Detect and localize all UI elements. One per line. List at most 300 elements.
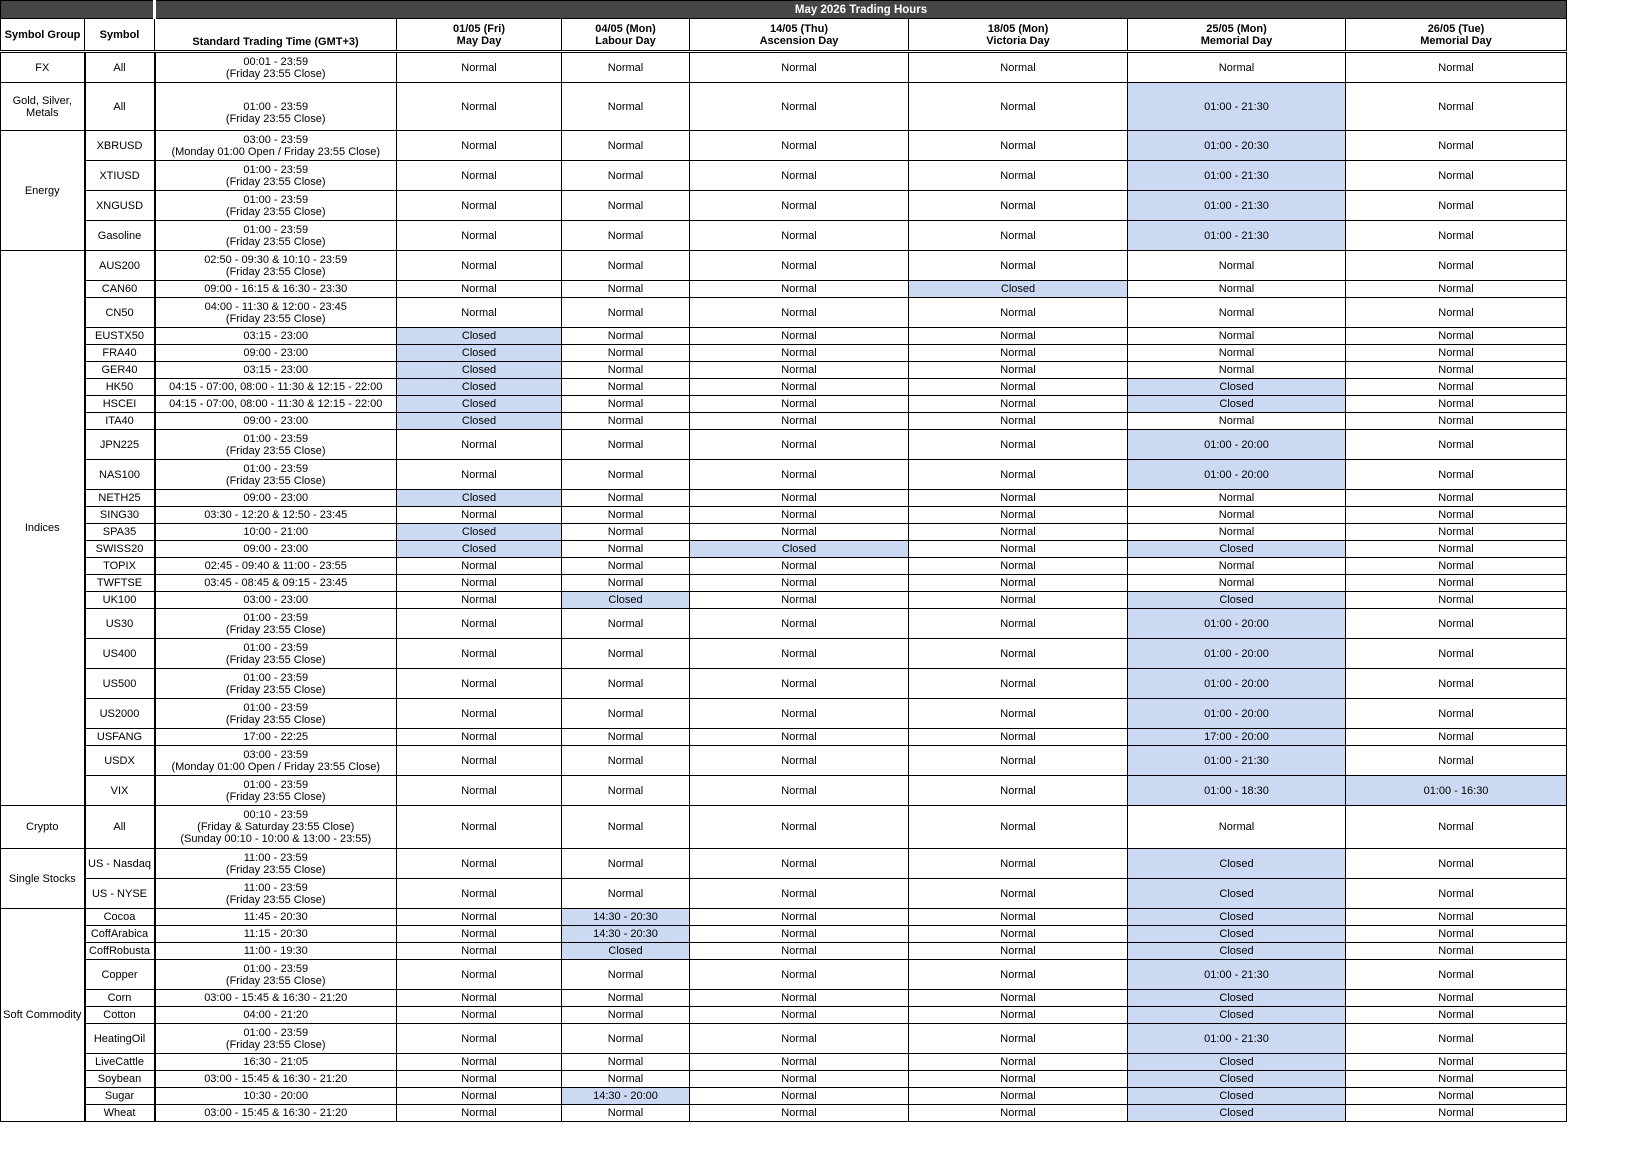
symbol-cell: CN50 — [85, 298, 155, 328]
standard-time-line: (Friday 23:55 Close) — [225, 175, 326, 188]
standard-time-cell — [155, 1054, 397, 1071]
standard-time-line: (Friday 23:55 Close) — [225, 713, 326, 726]
day-status-cell: Normal — [690, 161, 909, 191]
standard-time-line: 04:15 - 07:00, 08:00 - 11:30 & 12:15 - 22:00 — [169, 381, 383, 393]
standard-time-cell — [155, 909, 397, 926]
symbol-cell: Wheat — [85, 1105, 155, 1122]
standard-time-cell — [155, 1105, 397, 1122]
day-status-cell: Normal — [909, 251, 1128, 281]
day-status-cell: Normal — [690, 960, 909, 990]
day-status-cell: Normal — [1346, 1024, 1567, 1054]
standard-time-line: 03:15 - 23:00 — [243, 330, 309, 342]
day-status-cell: Normal — [690, 609, 909, 639]
symbol-cell: SPA35 — [85, 524, 155, 541]
day-status-cell: Normal — [562, 1071, 690, 1088]
day-status-cell: Normal — [909, 328, 1128, 345]
header-row — [1, 19, 1567, 52]
day-status-cell: Normal — [397, 1024, 562, 1054]
standard-time-cell — [155, 699, 397, 729]
symbol-cell: TOPIX — [85, 558, 155, 575]
day-status-cell: 01:00 - 21:30 — [1128, 746, 1346, 776]
standard-time-line: 04:00 - 11:30 & 12:00 - 23:45 — [204, 300, 347, 313]
day-status-cell: Normal — [909, 191, 1128, 221]
day-status-cell: Normal — [562, 575, 690, 592]
day-status-cell: Normal — [562, 1024, 690, 1054]
table-row — [1, 524, 1567, 541]
day-status-cell: Normal — [562, 507, 690, 524]
day-status-cell: Normal — [562, 1007, 690, 1024]
standard-time-cell — [155, 1088, 397, 1105]
standard-time-cell — [155, 83, 397, 131]
day-status-cell: Normal — [690, 1024, 909, 1054]
day-status-cell: Normal — [1346, 558, 1567, 575]
symbol-cell: AUS200 — [85, 251, 155, 281]
symbol-cell: VIX — [85, 776, 155, 806]
symbol-cell: USDX — [85, 746, 155, 776]
standard-time-cell — [155, 221, 397, 251]
day-status-cell: Normal — [1346, 460, 1567, 490]
symbol-cell: XNGUSD — [85, 191, 155, 221]
standard-time-line: 17:00 - 22:25 — [243, 731, 309, 743]
day-status-cell: Closed — [1128, 396, 1346, 413]
day-status-cell: Normal — [909, 362, 1128, 379]
standard-time-cell — [155, 460, 397, 490]
day-status-cell: Normal — [1346, 52, 1567, 83]
day-status-cell: Normal — [562, 558, 690, 575]
table-row — [1, 507, 1567, 524]
day-status-cell: Normal — [562, 221, 690, 251]
day-status-cell: Normal — [1346, 960, 1567, 990]
day-status-cell: 01:00 - 21:30 — [1128, 191, 1346, 221]
standard-time-line: (Friday & Saturday 23:55 Close) — [197, 821, 355, 833]
standard-time-cell — [155, 524, 397, 541]
day-status-cell: Normal — [397, 281, 562, 298]
standard-time-cell — [155, 1007, 397, 1024]
header-day-2505: 25/05 (Mon) Memorial Day — [1128, 19, 1346, 52]
standard-time-line: (Sunday 00:10 - 10:00 & 13:00 - 23:55) — [180, 833, 372, 845]
day-status-cell: Normal — [562, 806, 690, 849]
table-title: May 2026 Trading Hours — [155, 1, 1567, 19]
standard-time-line: 03:00 - 15:45 & 16:30 - 21:20 — [204, 992, 348, 1004]
day-status-cell: Normal — [690, 926, 909, 943]
standard-time-line: 01:00 - 23:59 — [243, 962, 309, 975]
standard-time-cell — [155, 281, 397, 298]
day-status-cell: Normal — [690, 729, 909, 746]
standard-time-line: 02:50 - 09:30 & 10:10 - 23:59 — [204, 253, 348, 266]
day-status-cell: Normal — [1346, 806, 1567, 849]
day-status-cell: Normal — [909, 699, 1128, 729]
symbol-cell: USFANG — [85, 729, 155, 746]
day-status-cell: Normal — [690, 221, 909, 251]
day-status-cell: 01:00 - 20:00 — [1128, 430, 1346, 460]
day-status-cell: Normal — [909, 52, 1128, 83]
table-row — [1, 669, 1567, 699]
standard-time-cell — [155, 575, 397, 592]
day-status-cell: Normal — [562, 379, 690, 396]
standard-time-line: 04:15 - 07:00, 08:00 - 11:30 & 12:15 - 22:00 — [169, 398, 383, 410]
day-status-cell: Closed — [397, 328, 562, 345]
standard-time-cell — [155, 558, 397, 575]
symbol-cell: All — [85, 83, 155, 131]
table-row — [1, 806, 1567, 849]
day-status-cell: Normal — [1346, 592, 1567, 609]
day-status-cell: Normal — [909, 1007, 1128, 1024]
day-status-cell: Normal — [690, 639, 909, 669]
table-row — [1, 1088, 1567, 1105]
day-status-cell: Normal — [1346, 524, 1567, 541]
day-status-cell: Normal — [397, 943, 562, 960]
day-status-cell: Normal — [690, 1105, 909, 1122]
day-status-cell: Normal — [1346, 729, 1567, 746]
table-row — [1, 849, 1567, 879]
standard-time-cell — [155, 776, 397, 806]
day-status-cell: Normal — [1346, 430, 1567, 460]
standard-time-line: (Friday 23:55 Close) — [225, 653, 326, 666]
day-status-cell: Normal — [909, 776, 1128, 806]
standard-time-cell — [155, 592, 397, 609]
standard-time-line: (Friday 23:55 Close) — [225, 112, 326, 125]
day-status-cell: Normal — [397, 1105, 562, 1122]
day-status-cell: Closed — [1128, 990, 1346, 1007]
day-status-cell: Normal — [397, 83, 562, 131]
standard-time-cell — [155, 161, 397, 191]
symbol-cell: US - NYSE — [85, 879, 155, 909]
standard-time-line: 09:00 - 16:15 & 16:30 - 23:30 — [204, 283, 348, 295]
day-status-cell: Normal — [562, 83, 690, 131]
table-row — [1, 609, 1567, 639]
day-status-cell: Closed — [1128, 943, 1346, 960]
table-row — [1, 131, 1567, 161]
table-row — [1, 592, 1567, 609]
day-status-cell: Normal — [397, 1088, 562, 1105]
table-row — [1, 379, 1567, 396]
table-row — [1, 575, 1567, 592]
standard-time-line: 01:00 - 23:59 — [243, 1026, 309, 1039]
day-status-cell: Normal — [1346, 413, 1567, 430]
symbol-cell: Copper — [85, 960, 155, 990]
symbol-cell: FRA40 — [85, 345, 155, 362]
table-row — [1, 879, 1567, 909]
header-day-1805: 18/05 (Mon) Victoria Day — [909, 19, 1128, 52]
day-status-cell: Normal — [1346, 926, 1567, 943]
day-status-cell: Closed — [397, 362, 562, 379]
day-status-cell: Normal — [397, 251, 562, 281]
day-status-cell: 17:00 - 20:00 — [1128, 729, 1346, 746]
day-status-cell: Normal — [690, 879, 909, 909]
symbol-cell: CoffRobusta — [85, 943, 155, 960]
day-status-cell: Normal — [909, 83, 1128, 131]
day-status-cell: Normal — [562, 161, 690, 191]
day-status-cell: Closed — [1128, 1088, 1346, 1105]
day-status-cell: Normal — [1128, 490, 1346, 507]
day-status-cell: Normal — [909, 1054, 1128, 1071]
table-row — [1, 83, 1567, 131]
standard-time-line: 03:00 - 23:59 — [243, 133, 309, 146]
day-status-cell: Closed — [909, 281, 1128, 298]
day-status-cell: Normal — [690, 460, 909, 490]
day-status-cell: Normal — [909, 131, 1128, 161]
day-status-cell: 01:00 - 21:30 — [1128, 221, 1346, 251]
day-status-cell: Closed — [397, 524, 562, 541]
day-status-cell: Normal — [1346, 1105, 1567, 1122]
day-status-cell: Normal — [1346, 281, 1567, 298]
symbol-cell: JPN225 — [85, 430, 155, 460]
day-status-cell: Normal — [909, 490, 1128, 507]
standard-time-line: 11:15 - 20:30 — [243, 928, 308, 940]
standard-time-line: (Friday 23:55 Close) — [225, 444, 326, 457]
day-status-cell: Normal — [1128, 362, 1346, 379]
standard-time-cell — [155, 298, 397, 328]
header-standard-time: Standard Trading Time (GMT+3) — [155, 19, 397, 52]
table-row — [1, 430, 1567, 460]
standard-time-cell — [155, 609, 397, 639]
day-status-cell: Closed — [1128, 1105, 1346, 1122]
day-status-cell: Normal — [909, 609, 1128, 639]
standard-time-cell — [155, 669, 397, 699]
standard-time-line: 01:00 - 23:59 — [243, 611, 309, 624]
symbol-cell: CAN60 — [85, 281, 155, 298]
day-status-cell: Normal — [562, 849, 690, 879]
day-status-cell: Normal — [562, 541, 690, 558]
table-row — [1, 161, 1567, 191]
day-status-cell: Normal — [562, 776, 690, 806]
title-row — [1, 1, 1567, 19]
header-symbol-group: Symbol Group — [1, 19, 85, 52]
symbol-group-cell: Crypto — [1, 806, 85, 849]
day-status-cell: Normal — [397, 221, 562, 251]
header-day-2605: 26/05 (Tue) Memorial Day — [1346, 19, 1567, 52]
standard-time-line: (Friday 23:55 Close) — [225, 893, 326, 906]
day-status-cell: Normal — [397, 849, 562, 879]
day-status-cell: 14:30 - 20:30 — [562, 926, 690, 943]
day-status-cell: Normal — [1346, 131, 1567, 161]
day-status-cell: Normal — [397, 507, 562, 524]
standard-time-line — [158, 89, 395, 101]
day-status-cell: Normal — [909, 396, 1128, 413]
day-status-cell: Closed — [690, 541, 909, 558]
day-status-cell: Normal — [690, 699, 909, 729]
day-status-cell: Normal — [562, 131, 690, 161]
day-status-cell: Normal — [1346, 298, 1567, 328]
day-status-cell: Normal — [562, 639, 690, 669]
day-status-cell: Normal — [562, 729, 690, 746]
day-status-cell: Normal — [397, 1054, 562, 1071]
day-status-cell: Closed — [1128, 849, 1346, 879]
standard-time-line: (Friday 23:55 Close) — [225, 863, 326, 876]
day-status-cell: Normal — [1128, 806, 1346, 849]
standard-time-cell — [155, 746, 397, 776]
day-status-cell: Normal — [690, 507, 909, 524]
standard-time-line: 03:00 - 23:00 — [243, 594, 309, 606]
day-status-cell: 01:00 - 18:30 — [1128, 776, 1346, 806]
standard-time-line: 02:45 - 09:40 & 11:00 - 23:55 — [204, 560, 347, 572]
day-status-cell: Normal — [1128, 52, 1346, 83]
day-status-cell: Normal — [397, 990, 562, 1007]
symbol-cell: ITA40 — [85, 413, 155, 430]
day-status-cell: Normal — [397, 669, 562, 699]
standard-time-line: 03:00 - 15:45 & 16:30 - 21:20 — [204, 1073, 348, 1085]
day-status-cell: Normal — [562, 328, 690, 345]
symbol-cell: NAS100 — [85, 460, 155, 490]
standard-time-line: 10:30 - 20:00 — [243, 1090, 309, 1102]
standard-time-line: 01:00 - 23:59 — [243, 163, 309, 176]
day-status-cell: Normal — [397, 592, 562, 609]
standard-time-line: 01:00 - 23:59 — [243, 432, 309, 445]
day-status-cell: Normal — [1346, 1088, 1567, 1105]
symbol-cell: XBRUSD — [85, 131, 155, 161]
table-row — [1, 746, 1567, 776]
standard-time-line: 16:30 - 21:05 — [243, 1056, 309, 1068]
day-status-cell: Normal — [1346, 849, 1567, 879]
standard-time-line: 01:00 - 23:59 — [243, 100, 309, 113]
day-status-cell: Normal — [909, 413, 1128, 430]
day-status-cell: Normal — [397, 729, 562, 746]
standard-time-cell — [155, 490, 397, 507]
table-row — [1, 460, 1567, 490]
standard-time-cell — [155, 396, 397, 413]
day-status-cell: 01:00 - 20:00 — [1128, 669, 1346, 699]
symbol-cell: CoffArabica — [85, 926, 155, 943]
day-status-cell: Normal — [562, 1105, 690, 1122]
day-status-cell: Normal — [1128, 281, 1346, 298]
day-status-cell: Normal — [690, 1071, 909, 1088]
day-status-cell: Normal — [1346, 161, 1567, 191]
day-status-cell: Normal — [909, 430, 1128, 460]
day-status-cell: Normal — [1128, 251, 1346, 281]
symbol-cell: NETH25 — [85, 490, 155, 507]
day-status-cell: Normal — [397, 430, 562, 460]
symbol-cell: TWFTSE — [85, 575, 155, 592]
table-row — [1, 251, 1567, 281]
day-status-cell: 14:30 - 20:30 — [562, 909, 690, 926]
day-status-cell: Normal — [909, 879, 1128, 909]
day-status-cell: Normal — [909, 1071, 1128, 1088]
day-status-cell: Normal — [397, 746, 562, 776]
day-status-cell: Normal — [562, 345, 690, 362]
day-status-cell: 01:00 - 16:30 — [1346, 776, 1567, 806]
symbol-cell: HSCEI — [85, 396, 155, 413]
table-row — [1, 396, 1567, 413]
day-status-cell: Normal — [690, 396, 909, 413]
day-status-cell: Normal — [909, 541, 1128, 558]
symbol-cell: Corn — [85, 990, 155, 1007]
day-status-cell: Normal — [909, 221, 1128, 251]
symbol-cell: US - Nasdaq — [85, 849, 155, 879]
standard-time-cell — [155, 328, 397, 345]
standard-time-cell — [155, 413, 397, 430]
day-status-cell: Normal — [1346, 699, 1567, 729]
day-status-cell: Normal — [909, 909, 1128, 926]
standard-time-cell — [155, 1071, 397, 1088]
day-status-cell: Normal — [562, 490, 690, 507]
day-status-cell: Closed — [1128, 909, 1346, 926]
day-status-cell: Normal — [397, 776, 562, 806]
day-status-cell: Normal — [690, 1007, 909, 1024]
day-status-cell: Normal — [397, 699, 562, 729]
day-status-cell: Normal — [397, 926, 562, 943]
standard-time-cell — [155, 131, 397, 161]
day-status-cell: Normal — [690, 1088, 909, 1105]
standard-time-line: 01:00 - 23:59 — [243, 671, 309, 684]
symbol-group-cell: Indices — [1, 251, 85, 806]
day-status-cell: Normal — [397, 558, 562, 575]
table-row — [1, 558, 1567, 575]
table-row — [1, 943, 1567, 960]
day-status-cell: Closed — [1128, 1007, 1346, 1024]
standard-time-line: 00:10 - 23:59 — [243, 809, 309, 821]
header-day-1405: 14/05 (Thu) Ascension Day — [690, 19, 909, 52]
symbol-cell: Sugar — [85, 1088, 155, 1105]
day-status-cell: Normal — [562, 746, 690, 776]
day-status-cell: Normal — [909, 575, 1128, 592]
day-status-cell: Normal — [690, 746, 909, 776]
symbol-cell: GER40 — [85, 362, 155, 379]
day-status-cell: Normal — [397, 879, 562, 909]
day-status-cell: Closed — [397, 396, 562, 413]
day-status-cell: 01:00 - 20:00 — [1128, 460, 1346, 490]
symbol-cell: LiveCattle — [85, 1054, 155, 1071]
day-status-cell: Normal — [690, 524, 909, 541]
day-status-cell: Closed — [397, 413, 562, 430]
table-body — [1, 52, 1567, 1122]
standard-time-cell — [155, 990, 397, 1007]
table-row — [1, 52, 1567, 83]
day-status-cell: Normal — [690, 490, 909, 507]
day-status-cell: 01:00 - 20:00 — [1128, 639, 1346, 669]
day-status-cell: 01:00 - 20:00 — [1128, 609, 1346, 639]
day-status-cell: Normal — [1346, 639, 1567, 669]
table-row — [1, 990, 1567, 1007]
standard-time-cell — [155, 345, 397, 362]
header-day-0405: 04/05 (Mon) Labour Day — [562, 19, 690, 52]
day-status-cell: Normal — [1346, 541, 1567, 558]
day-status-cell: Closed — [562, 943, 690, 960]
day-status-cell: Normal — [397, 909, 562, 926]
standard-time-cell — [155, 943, 397, 960]
day-status-cell: Closed — [1128, 1054, 1346, 1071]
table-row — [1, 1054, 1567, 1071]
table-row — [1, 345, 1567, 362]
symbol-cell: HK50 — [85, 379, 155, 396]
standard-time-line: 01:00 - 23:59 — [243, 193, 309, 206]
day-status-cell: Normal — [1128, 575, 1346, 592]
day-status-cell: Normal — [397, 131, 562, 161]
standard-time-line: 03:00 - 23:59 — [243, 748, 309, 761]
day-status-cell: Closed — [397, 541, 562, 558]
day-status-cell: Normal — [1346, 990, 1567, 1007]
day-status-cell: Normal — [562, 460, 690, 490]
day-status-cell: Normal — [909, 460, 1128, 490]
day-status-cell: Normal — [690, 191, 909, 221]
table-row — [1, 729, 1567, 746]
day-status-cell: Closed — [1128, 1071, 1346, 1088]
standard-time-cell — [155, 849, 397, 879]
day-status-cell: Normal — [562, 413, 690, 430]
day-status-cell: Normal — [690, 669, 909, 699]
day-status-cell: Closed — [1128, 879, 1346, 909]
day-status-cell: Normal — [1346, 221, 1567, 251]
day-status-cell: Normal — [909, 960, 1128, 990]
day-status-cell: Normal — [562, 251, 690, 281]
table-row — [1, 639, 1567, 669]
day-status-cell: Normal — [1346, 251, 1567, 281]
day-status-cell: Normal — [909, 558, 1128, 575]
symbol-group-cell: Energy — [1, 131, 85, 251]
day-status-cell: Normal — [397, 806, 562, 849]
day-status-cell: Normal — [1346, 879, 1567, 909]
table-row — [1, 362, 1567, 379]
day-status-cell: Closed — [1128, 541, 1346, 558]
